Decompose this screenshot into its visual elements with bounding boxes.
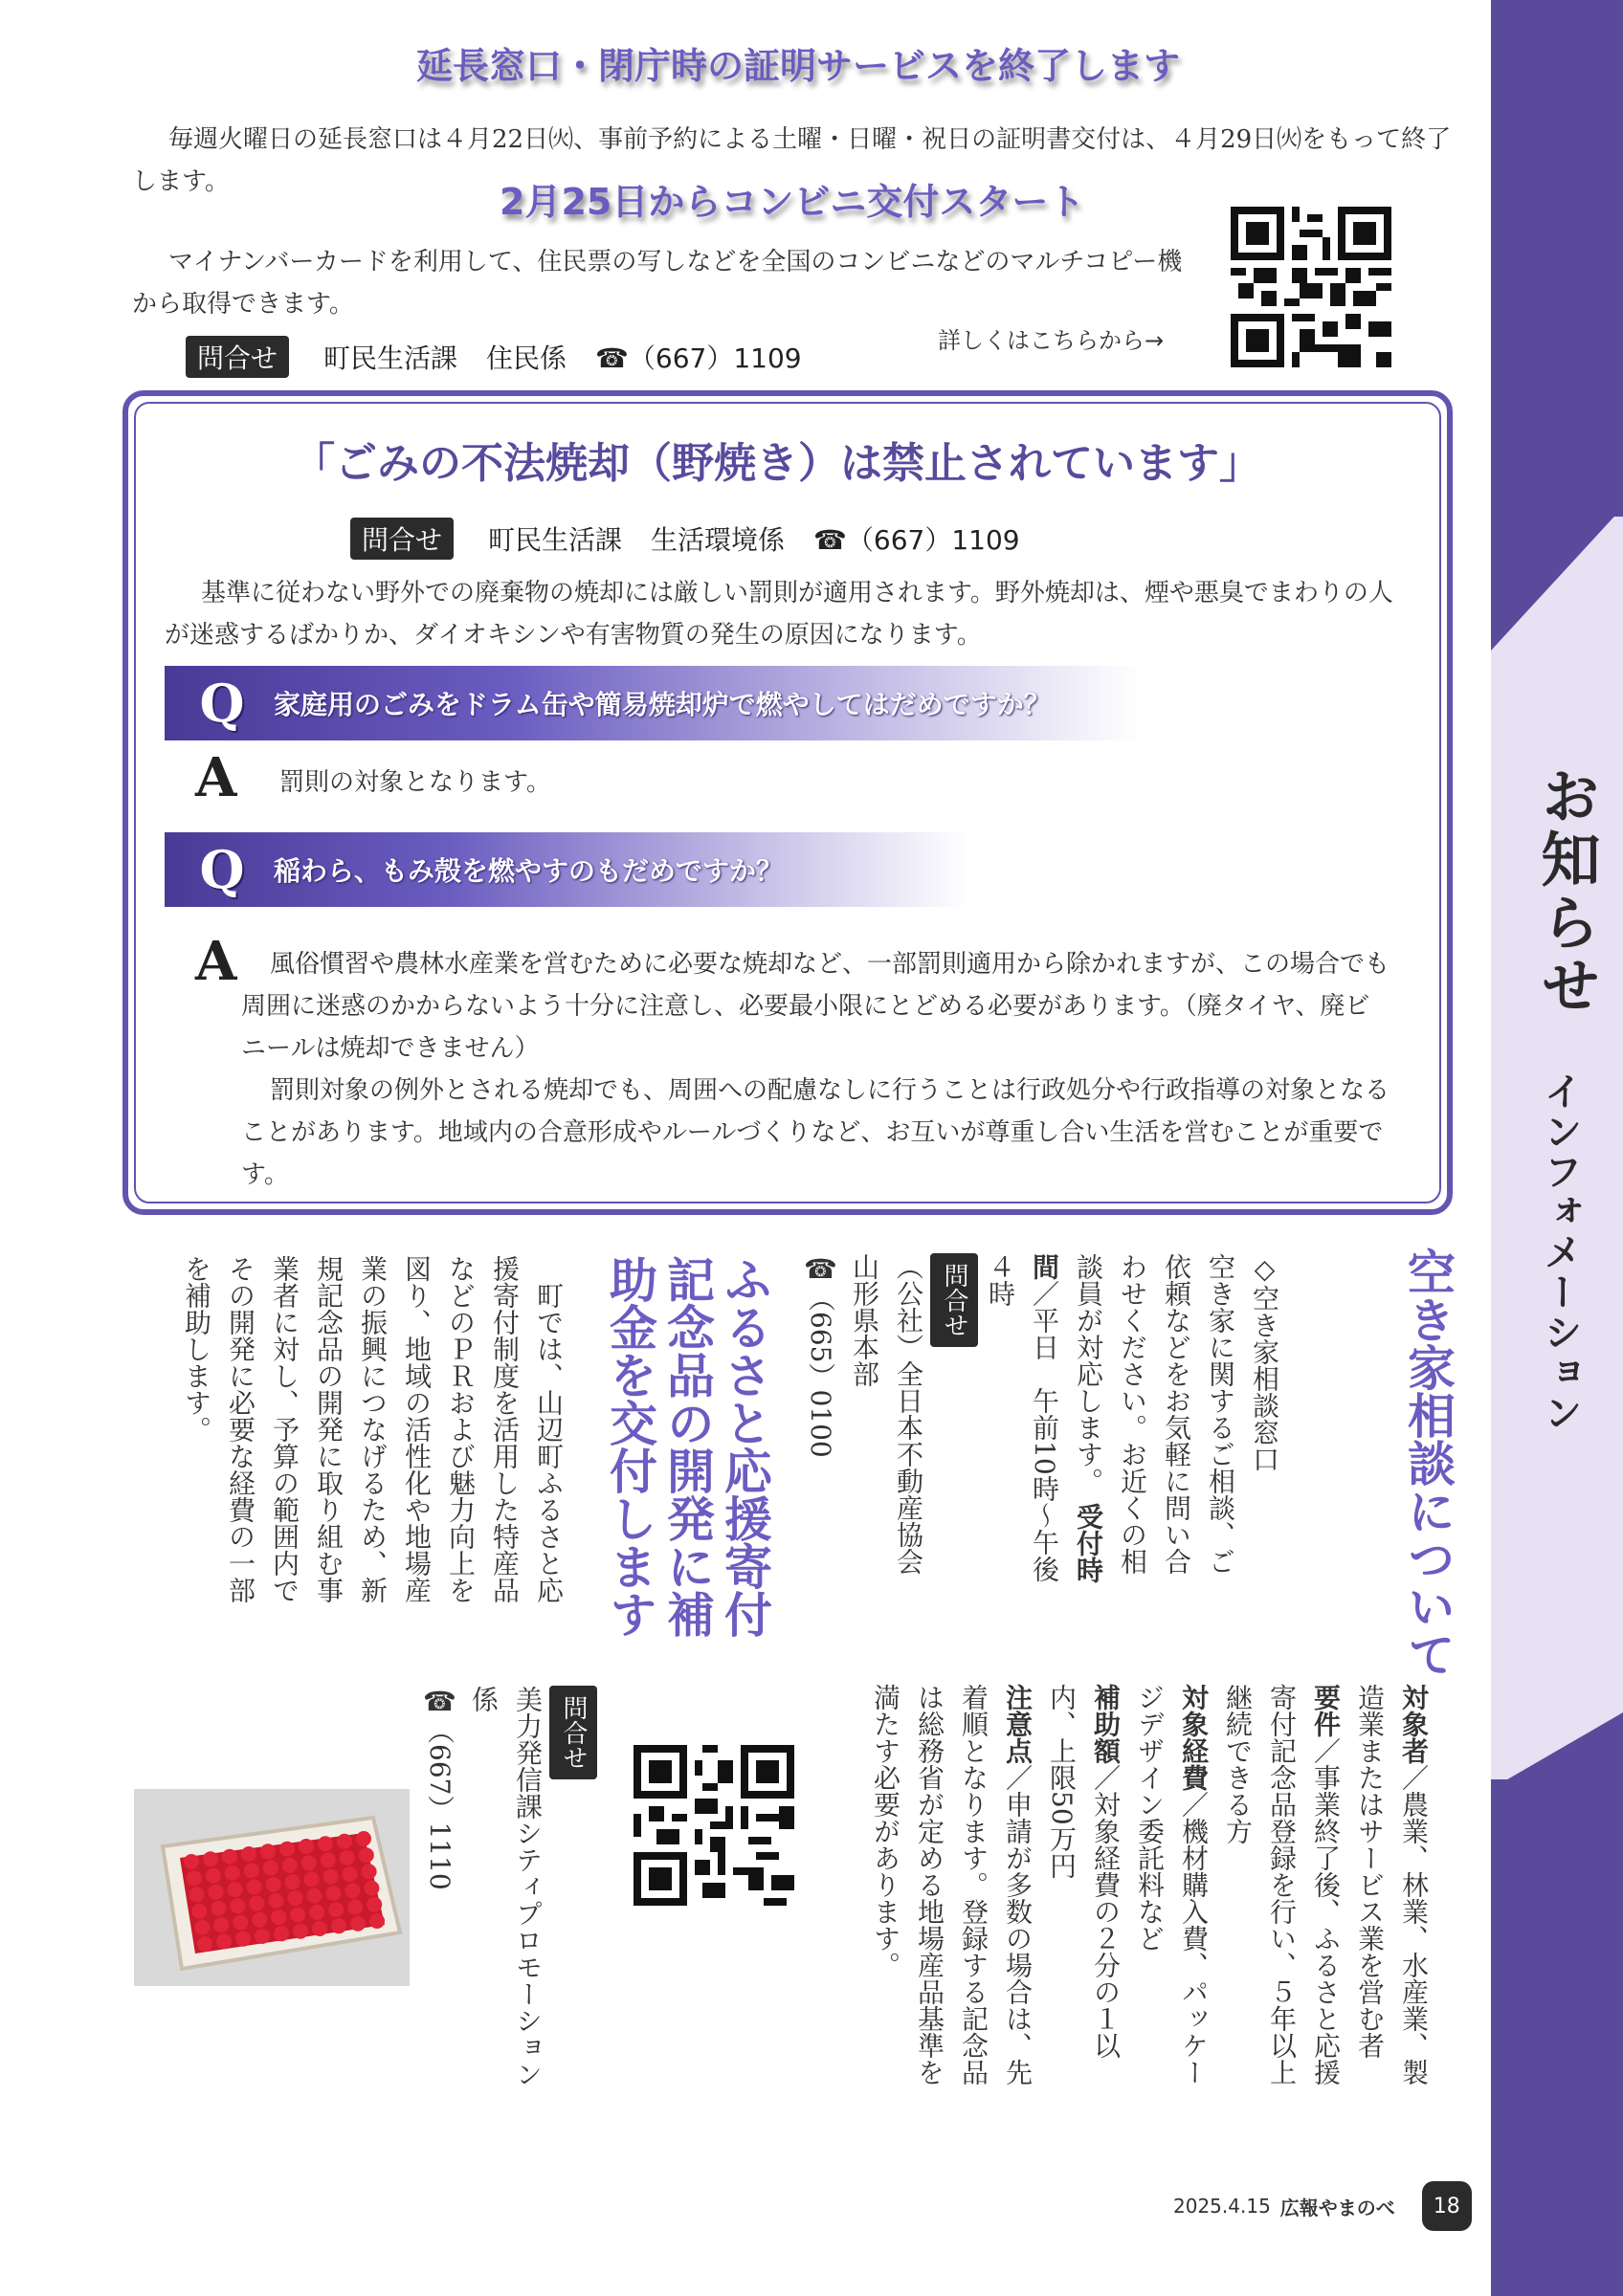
footer — [1173, 2181, 1472, 2231]
sidebar-triangle-bottom — [1491, 1712, 1623, 1789]
cherry — [304, 1871, 320, 1887]
cherry — [321, 1853, 336, 1868]
cherry — [203, 1851, 218, 1866]
a-mark: A — [195, 930, 237, 993]
cherry — [191, 1904, 207, 1919]
cherry — [211, 1901, 226, 1916]
furusato-title-line2: 記念品の開発に補 — [659, 1255, 715, 1638]
furusato-title — [601, 1255, 773, 1638]
akiya-contact-label: 問合せ — [930, 1253, 978, 1347]
furusato-contact-label: 問合せ — [549, 1686, 597, 1779]
furusato-contact — [417, 1686, 597, 2087]
cherry — [197, 1936, 212, 1952]
cherry — [189, 1887, 205, 1902]
furusato-title-line3: 助金を交付します — [602, 1255, 657, 1638]
contact-label: 問合せ — [186, 336, 289, 378]
sidebar-title: お知らせ — [1531, 765, 1601, 1018]
more-info-link[interactable]: 詳しくはこちらから→ — [938, 327, 1165, 354]
question-bar-1 — [165, 666, 1141, 740]
target-value: ／農業、林業、水産業、製造業またはサービス業を営む者 — [1354, 1684, 1430, 2086]
cherry — [306, 1888, 322, 1904]
furusato-contact-tel: ☎（667）1110 — [424, 1686, 456, 1890]
section2-contact — [186, 336, 802, 378]
note-value: ／申請が多数の場合は、先着順となります。登録する記念品は総務省が定める地場産品基準を満たす必要があります。 — [870, 1684, 1034, 2086]
contact-tel: ☎（667）1109 — [813, 524, 1020, 556]
cherry — [301, 1855, 317, 1870]
cherry — [323, 1869, 339, 1885]
q-mark: Q — [199, 673, 245, 734]
cherry — [369, 1913, 385, 1929]
akiya-contact-tel: ☎（665）0100 — [805, 1253, 836, 1458]
a-mark: A — [195, 746, 237, 809]
cherry — [209, 1885, 224, 1900]
furusato-contact-dept: 美力発信課シティプロモーション係 — [468, 1686, 544, 2087]
cherry — [184, 1854, 199, 1869]
question-text-2: 稲わら、もみ殻を燃やすのもだめですか？ — [274, 855, 784, 887]
amount-value: ／対象経費の２分の１以内、上限50万円 — [1046, 1684, 1122, 2059]
requirement-label: 要件 — [1310, 1684, 1342, 1737]
cherry — [230, 1898, 245, 1913]
cherry — [266, 1877, 281, 1892]
cherry — [343, 1866, 358, 1882]
cherry — [279, 1842, 295, 1857]
cherry — [263, 1861, 278, 1876]
answer-2-paragraph-1: 風俗慣習や農林水産業を営むために必要な焼却など、一部罰則適用から除かれますが、この場合でも周囲に迷惑のかからないよう十分に注意し、必要最小限にとどめる必要があります。（廃タイヤ、廃ビニールは焼却できません） — [241, 950, 1390, 1063]
cherry — [241, 1846, 256, 1862]
akiya-hours-label: 受付時間 — [1029, 1253, 1104, 1583]
cherry — [247, 1879, 262, 1894]
cherry — [367, 1897, 382, 1912]
qr-code-icon[interactable] — [634, 1745, 794, 1906]
amount-label: 補助額 — [1090, 1684, 1122, 1764]
contact-dept: 町民生活課 — [488, 524, 623, 556]
cherry — [287, 1890, 302, 1906]
section1-title: 延長窓口・閉庁時の証明サービスを終了します — [416, 45, 1181, 87]
cost-value: ／機材購入費、パッケージデザイン委託料など — [1134, 1684, 1210, 2086]
cherry — [244, 1863, 259, 1878]
qr-code-icon[interactable] — [1231, 207, 1391, 367]
cherry — [255, 1929, 270, 1944]
cherry — [312, 1921, 327, 1936]
contact-dept: 町民生活課 — [323, 342, 458, 374]
section1-body: 毎週火曜日の延長窓口は４月22日㈫、事前予約による土曜・日曜・祝日の証明書交付は、４月29日㈫をもって終了します。 — [132, 125, 1452, 196]
section3-contact — [350, 518, 1020, 560]
furusato-details — [863, 1684, 1435, 2105]
section3-intro: 基準に従わない野外での廃棄物の焼却には厳しい罰則が適用されます。野外焼却は、煙や悪臭でまわりの人が迷惑するばかりか、ダイオキシンや有害物質の発生の原因になります。 — [165, 579, 1393, 650]
cherry — [222, 1849, 237, 1865]
cherry — [225, 1866, 240, 1881]
page-number: 18 — [1422, 2181, 1472, 2231]
section3-title: 「ごみの不法焼却（野焼き）は禁止されています」 — [293, 439, 1261, 488]
cherry — [290, 1908, 305, 1923]
cherry-box-photo — [134, 1789, 410, 1986]
cherry — [187, 1870, 202, 1886]
answer-text-2 — [241, 943, 1390, 1196]
question-bar-2 — [165, 832, 968, 907]
sidebar — [1491, 0, 1623, 2296]
cherry — [282, 1858, 298, 1873]
cherry — [249, 1896, 264, 1911]
cherry — [271, 1910, 286, 1925]
akiya-heading: ◇空き家相談窓口 — [1249, 1253, 1280, 1472]
cherry — [206, 1868, 221, 1884]
cherry — [213, 1917, 229, 1932]
akiya-text: 空き家に関するご相談、ご依頼などをお気軽に問い合わせください。お近くの相談員が対応します。 — [1073, 1253, 1236, 1575]
cherry — [328, 1902, 344, 1917]
contact-tel: ☎（667）1109 — [595, 342, 802, 374]
answer-text-1: 罰則の対象となります。 — [279, 768, 551, 797]
footer-date: 2025.4.15 — [1173, 2195, 1271, 2218]
section2-body: マイナンバーカードを利用して、住民票の写しなどを全国のコンビニなどのマルチコピー機から取得できます。 — [132, 248, 1183, 319]
cherry — [356, 1831, 371, 1846]
note-label: 注意点 — [1002, 1684, 1034, 1764]
contact-section: 住民係 — [486, 342, 567, 374]
cherry — [285, 1874, 300, 1889]
akiya-body — [798, 1253, 1286, 1598]
cherry — [268, 1893, 283, 1909]
contact-section: 生活環境係 — [651, 524, 786, 556]
cherry — [299, 1839, 314, 1854]
sidebar-subtitle: インフォメーション — [1538, 1071, 1582, 1433]
cherry — [260, 1843, 276, 1859]
cherry — [350, 1916, 366, 1932]
cherry — [364, 1881, 379, 1896]
akiya-contact-org: （公社）全日本不動産協会山形県本部 — [849, 1253, 924, 1575]
cherry — [362, 1864, 377, 1879]
cherry — [359, 1847, 374, 1863]
cherry — [345, 1883, 360, 1898]
akiya-hours-value: ／平日 午前10時～午後４時 — [985, 1253, 1060, 1582]
cherry — [347, 1900, 363, 1915]
cost-label: 対象経費 — [1178, 1684, 1210, 1791]
cherry — [325, 1886, 341, 1901]
cherry — [331, 1918, 346, 1933]
question-text-1: 家庭用のごみをドラム缶や簡易焼却炉で燃やしてはだめですか？ — [274, 689, 1051, 720]
cherry — [274, 1926, 289, 1941]
cherry — [293, 1924, 308, 1939]
cherry — [194, 1920, 210, 1935]
cherry — [216, 1933, 232, 1949]
cherry — [340, 1850, 355, 1866]
furusato-title-line1: ふるさと応援寄付 — [717, 1255, 772, 1638]
furusato-body — [168, 1255, 570, 1619]
cherry — [318, 1836, 333, 1851]
cherry — [252, 1912, 267, 1928]
cherry — [228, 1882, 243, 1897]
answer-2-paragraph-2: 罰則対象の例外とされる焼却でも、周囲への配慮なしに行うことは行政処分や行政指導の対象となることがあります。地域内の合意形成やルールづくりなど、お互いが尊重し合い生活を営むことが重要です。 — [241, 1076, 1390, 1189]
cherry — [337, 1834, 352, 1849]
akiya-title: 空き家相談について — [1400, 1247, 1456, 1678]
q-mark: Q — [199, 839, 245, 900]
section2-title: 2月25日からコンビニ交付スタート — [500, 181, 1085, 223]
footer-paper-name: 広報やまのべ — [1279, 2196, 1395, 2219]
furusato-body-text: 町では、山辺町ふるさと応援寄付制度を活用した特産品などのＰＲおよび魅力向上を図り、地域の活性化や地場産業の振興につなげるため、新規記念品の開発に取り組む事業者に対し、予算の範囲内でその開発に必要な経費の一部を補助します。 — [181, 1255, 565, 1603]
sidebar-triangle-top — [1491, 507, 1623, 651]
contact-label: 問合せ — [350, 518, 454, 560]
cherry — [309, 1905, 324, 1920]
cherry — [233, 1915, 248, 1931]
requirement-value: ／事業終了後、ふるさと応援寄付記念品登録を行い、５年以上継続できる方 — [1222, 1684, 1342, 2086]
target-label: 対象者 — [1398, 1684, 1430, 1764]
cherry — [235, 1932, 251, 1947]
